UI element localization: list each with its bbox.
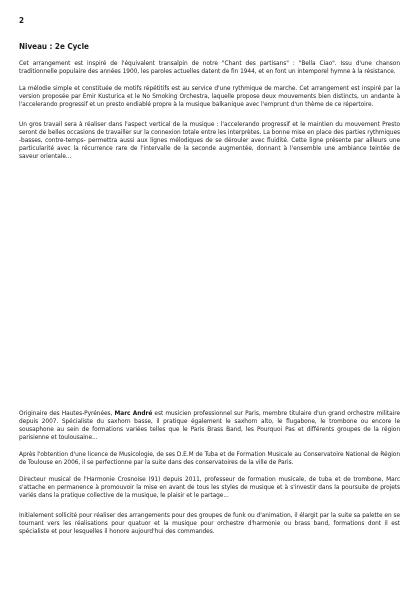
biography-paragraph-4: Initialement sollicité pour réaliser des arrangements pour des groupes de funk ou d'animation, il élargit par la suite sa palette en se tournant vers les réalisations pour quatuor et la musique pour orchestre d'harmonie ou brass band, formations dont il est spécialiste et pour lesquelles il honore aujourd'hui des commandes. (19, 511, 400, 535)
arrangement-description (19, 59, 400, 169)
biography-paragraph-2: Après l'obtention d'une licence de Musicologie, de ses D.E.M de Tuba et de Formation Musicale au Conservatoire National de Région de Toulouse en 2006, il se perfectionne par la suite dans des conservatoires de la ville de Paris. (19, 450, 400, 466)
description-paragraph-1: Cet arrangement est inspiré de l'équivalent transalpin de notre "Chant des partisans" : "Bella Ciao". Issu d'une chanson traditionnelle populaire des années 1900, les paroles actuelles datent de fin 1944, et en font un intemporel hymne à la résistance. (19, 59, 400, 75)
biography-intro-after: est musicien professionnel sur Paris, membre titulaire d'un grand orchestre militaire depuis 2007. Spécialiste du saxhorn basse, il pratique également le saxhorn alto, le flugabone, le trombone ou encore le sousaphone au sein de formations variées telles que le Paris Brass Band, les Pourquoi Pas et différents groupes de la région parisienne et toulousaine... (19, 409, 400, 441)
biography-intro-before: Originaire des Hautes-Pyrénées, (19, 409, 115, 417)
composer-name: Marc André (114, 409, 153, 417)
level-heading: Niveau : 2e Cycle (19, 42, 89, 51)
page-number: 2 (19, 16, 25, 25)
biography-intro-paragraph (19, 409, 400, 441)
biography-paragraph-3: Directeur musical de l'Harmonie Crosnoise (91) depuis 2011, professeur de formation musicale, de tuba et de trombone, Marc s'attache en permanence à promouvoir la mise en avant de tous les styles de musique et à s'investir dans la poursuite de projets variés dans la pratique collective de la musique, le plaisir et le partage... (19, 475, 400, 499)
composer-biography (19, 409, 400, 544)
description-paragraph-3: Un gros travail sera à réaliser dans l'aspect vertical de la musique : l'accelerando progressif et le maintien du mouvement Presto seront de belles occasions de travailler sur la connexion totale entre les interprètes. La bonne mise en place des parties rythmiques -basses, contre-temps- permettra aussi aux lignes mélodiques de se dérouler avec fluidité. Cette ligne présente par ailleurs une particularité avec la récurrence rare de l'intervalle de la seconde augmentée, donnant à l'ensemble une ambiance teintée de saveur orientale... (19, 120, 400, 160)
description-paragraph-2: La mélodie simple et constituée de motifs répétitifs est au service d'une rythmique de marche. Cet arrangement est inspiré par la version proposée par Emir Kusturica et le No Smoking Orchestra, laquelle propose deux mouvements bien distincts, un andante à l'accelerando progressif et un presto endiablé propre à la musique balkanique avec l'emprunt d'un thème de ce répertoire. (19, 84, 400, 108)
